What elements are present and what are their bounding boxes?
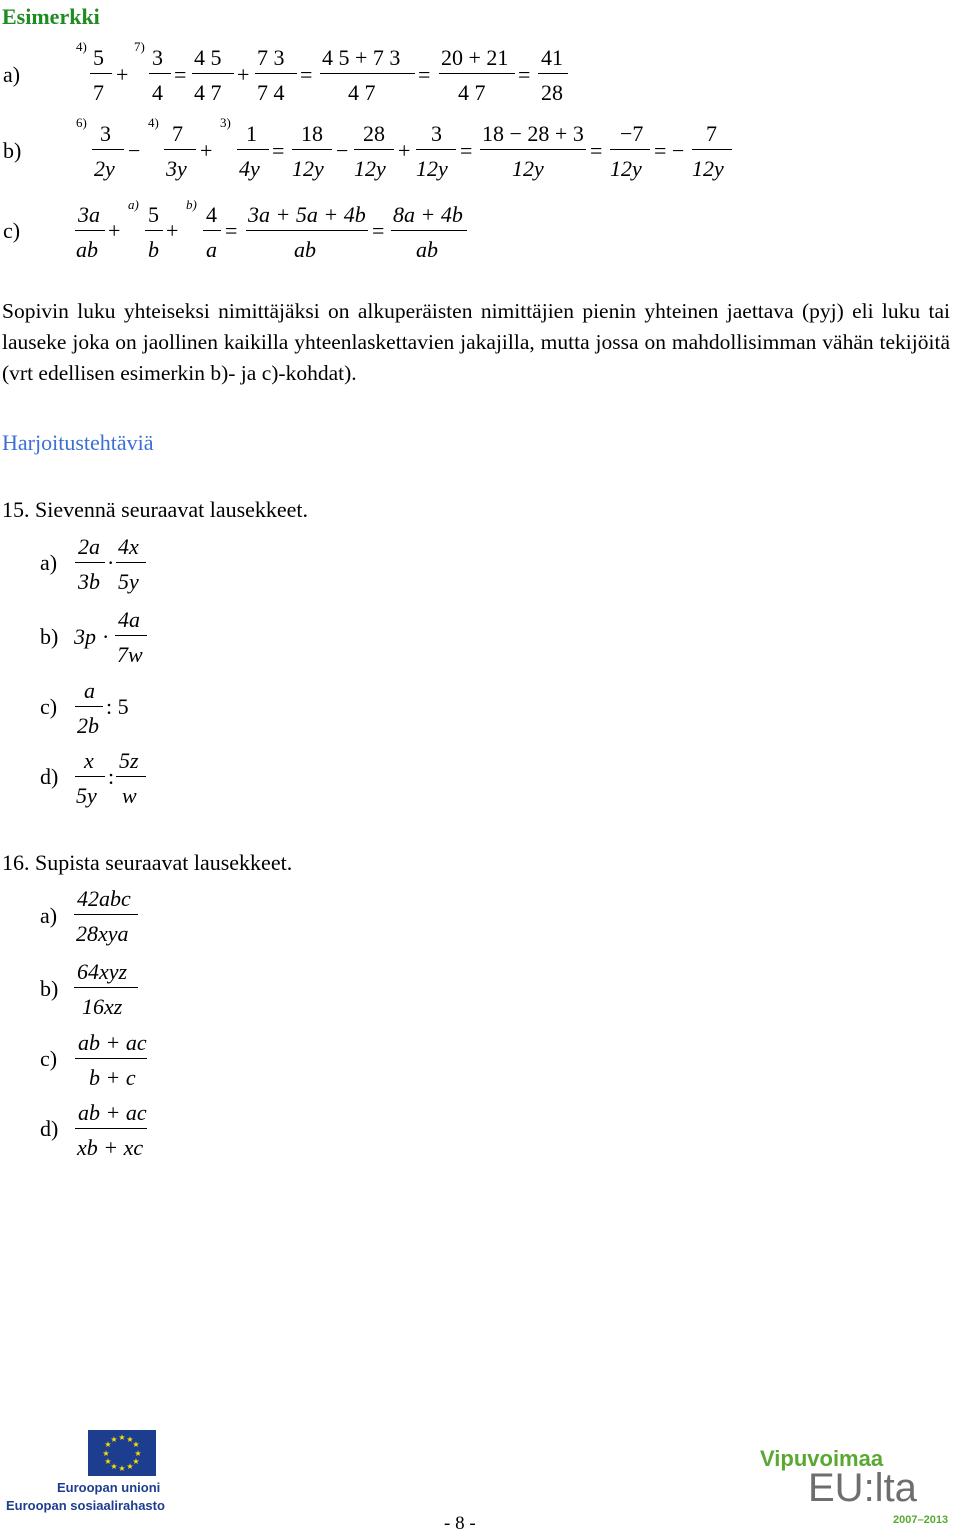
numerator: 3a <box>78 202 100 227</box>
svg-text:★: ★ <box>104 1440 112 1449</box>
svg-text:★: ★ <box>126 1462 134 1471</box>
numerator: 4 5 <box>194 45 222 70</box>
operator: = <box>272 138 285 163</box>
numerator: −7 <box>620 121 644 146</box>
item-label: c) <box>40 694 58 719</box>
svg-text:★: ★ <box>132 1457 140 1466</box>
denominator: 28 <box>541 80 563 105</box>
expansion-mark: 7) <box>134 39 145 54</box>
operator: = <box>372 218 385 243</box>
svg-text:★: ★ <box>132 1440 140 1449</box>
numerator: 3 <box>152 45 163 70</box>
svg-text:★: ★ <box>104 1457 112 1466</box>
numerator: 3 <box>100 121 111 146</box>
expansion-mark: 6) <box>76 115 87 130</box>
item-label: a) <box>3 62 21 87</box>
svg-text:★: ★ <box>134 1449 142 1458</box>
numerator: 18 <box>301 121 323 146</box>
denominator: 12y <box>354 156 386 181</box>
item-label: c) <box>40 1046 58 1071</box>
denominator: 2b <box>77 713 99 738</box>
denominator: ab <box>416 237 438 262</box>
denominator: a <box>206 237 217 262</box>
numerator: 7 3 <box>257 45 285 70</box>
denominator: 12y <box>692 156 724 181</box>
denominator: 16xz <box>82 994 123 1019</box>
denominator: 12y <box>610 156 642 181</box>
numerator: 3a + 5a + 4b <box>248 202 366 227</box>
item-label: a) <box>40 550 58 575</box>
denominator: 12y <box>512 156 544 181</box>
operator: = <box>590 138 603 163</box>
example-heading: Esimerkki <box>2 4 100 29</box>
denominator: 4 7 <box>194 80 222 105</box>
explanation-paragraph: Sopivin luku yhteiseksi nimittäjäksi on alkuperäisten nimittäjien pienin yhteinen jaettava (pyj) eli luku tai lauseke joka on jaollinen kaikilla yhteenlaskettavien jakajilla, mutta jossa on mahdollisimman vähän tekijöitä (vrt edellisen esimerkin b)- ja c)-kohdat). <box>2 299 950 385</box>
denominator: xb + xc <box>77 1135 144 1160</box>
denominator: 7w <box>117 642 143 667</box>
numerator: ab + ac <box>78 1030 147 1055</box>
svg-text:★: ★ <box>110 1435 118 1444</box>
numerator: 4 5 + 7 3 <box>322 45 401 70</box>
vipu-title: Vipuvoimaa <box>760 1446 884 1471</box>
numerator: 4 <box>206 202 217 227</box>
denominator: 7 4 <box>257 80 285 105</box>
numerator: ab + ac <box>78 1100 147 1125</box>
numerator: x <box>84 748 94 773</box>
exercise-16-prompt: 16. Supista seuraavat lausekkeet. <box>2 850 293 875</box>
operator: + <box>200 138 213 163</box>
operator: + <box>166 218 179 243</box>
operator: : <box>108 764 115 789</box>
denominator: 3y <box>166 156 187 181</box>
item-label: d) <box>40 1116 59 1141</box>
item-label: b) <box>3 138 22 163</box>
denominator: 2y <box>94 156 115 181</box>
item-label: a) <box>40 903 58 928</box>
operator: = <box>174 62 187 87</box>
item-label: c) <box>3 218 21 243</box>
denominator: 4y <box>239 156 260 181</box>
operator: + <box>237 62 250 87</box>
denominator: b <box>148 237 159 262</box>
operator: − <box>128 138 141 163</box>
denominator: 28xya <box>76 921 129 946</box>
operator: · <box>107 550 115 575</box>
denominator: 12y <box>416 156 448 181</box>
exercises-heading: Harjoitustehtäviä <box>2 430 154 455</box>
svg-text:★: ★ <box>110 1462 118 1471</box>
numerator: 5 <box>148 202 159 227</box>
denominator: 5y <box>76 783 97 808</box>
numerator: a <box>84 678 95 703</box>
denominator: 7 <box>93 80 104 105</box>
operator: · <box>102 624 110 649</box>
numerator: 5z <box>119 748 139 773</box>
numerator: 28 <box>363 121 385 146</box>
denominator: 12y <box>292 156 324 181</box>
svg-text:★: ★ <box>102 1449 110 1458</box>
numerator: 7 <box>172 121 183 146</box>
operator: = <box>460 138 473 163</box>
eu-line-1: Euroopan unioni <box>57 1480 161 1495</box>
page-number: - 8 - <box>444 1513 476 1534</box>
operator: − <box>336 138 349 163</box>
numerator: 64xyz <box>77 959 128 984</box>
item-label: b) <box>40 624 59 649</box>
numerator: 20 + 21 <box>441 45 509 70</box>
operator: = <box>418 62 431 87</box>
divisor: : 5 <box>106 694 129 719</box>
svg-text:★: ★ <box>118 1433 126 1442</box>
numerator: 18 − 28 + 3 <box>482 121 584 146</box>
expansion-mark: 4) <box>148 115 159 130</box>
numerator: 41 <box>541 45 563 70</box>
numerator: 4a <box>118 607 140 632</box>
numerator: 8a + 4b <box>393 202 463 227</box>
numerator: 42abc <box>77 886 131 911</box>
eu-line-2: Euroopan sosiaalirahasto <box>6 1498 165 1513</box>
numerator: 4x <box>118 534 139 559</box>
denominator: ab <box>294 237 316 262</box>
denominator: 4 7 <box>348 80 376 105</box>
factor: 3p <box>74 624 96 649</box>
denominator: w <box>122 783 137 808</box>
denominator: b + c <box>89 1065 136 1090</box>
operator: = <box>225 218 238 243</box>
item-label: d) <box>40 764 59 789</box>
numerator: 1 <box>246 121 257 146</box>
expansion-mark: b) <box>186 197 197 212</box>
numerator: 7 <box>706 121 717 146</box>
operator: = <box>518 62 531 87</box>
svg-text:★: ★ <box>126 1435 134 1444</box>
denominator: ab <box>76 237 98 262</box>
eu-flag-icon <box>88 1430 156 1476</box>
item-label: b) <box>40 976 59 1001</box>
expansion-mark: 4) <box>76 39 87 54</box>
operator: + <box>108 218 121 243</box>
operator: = <box>300 62 313 87</box>
denominator: 4 <box>152 80 163 105</box>
svg-text:★: ★ <box>118 1464 126 1473</box>
operator: + <box>398 138 411 163</box>
vipu-years: 2007–2013 <box>893 1514 949 1526</box>
expansion-mark: a) <box>128 197 139 212</box>
numerator: 5 <box>93 45 104 70</box>
denominator: 5y <box>118 569 139 594</box>
expansion-mark: 3) <box>220 115 231 130</box>
numerator: 2a <box>78 534 100 559</box>
exercise-15-prompt: 15. Sievennä seuraavat lausekkeet. <box>2 497 309 522</box>
denominator: 3b <box>78 569 100 594</box>
numerator: 3 <box>431 121 442 146</box>
vipu-main: EU:lta <box>808 1466 917 1510</box>
denominator: 4 7 <box>458 80 486 105</box>
operator: + <box>116 62 129 87</box>
operator: = − <box>654 138 685 163</box>
